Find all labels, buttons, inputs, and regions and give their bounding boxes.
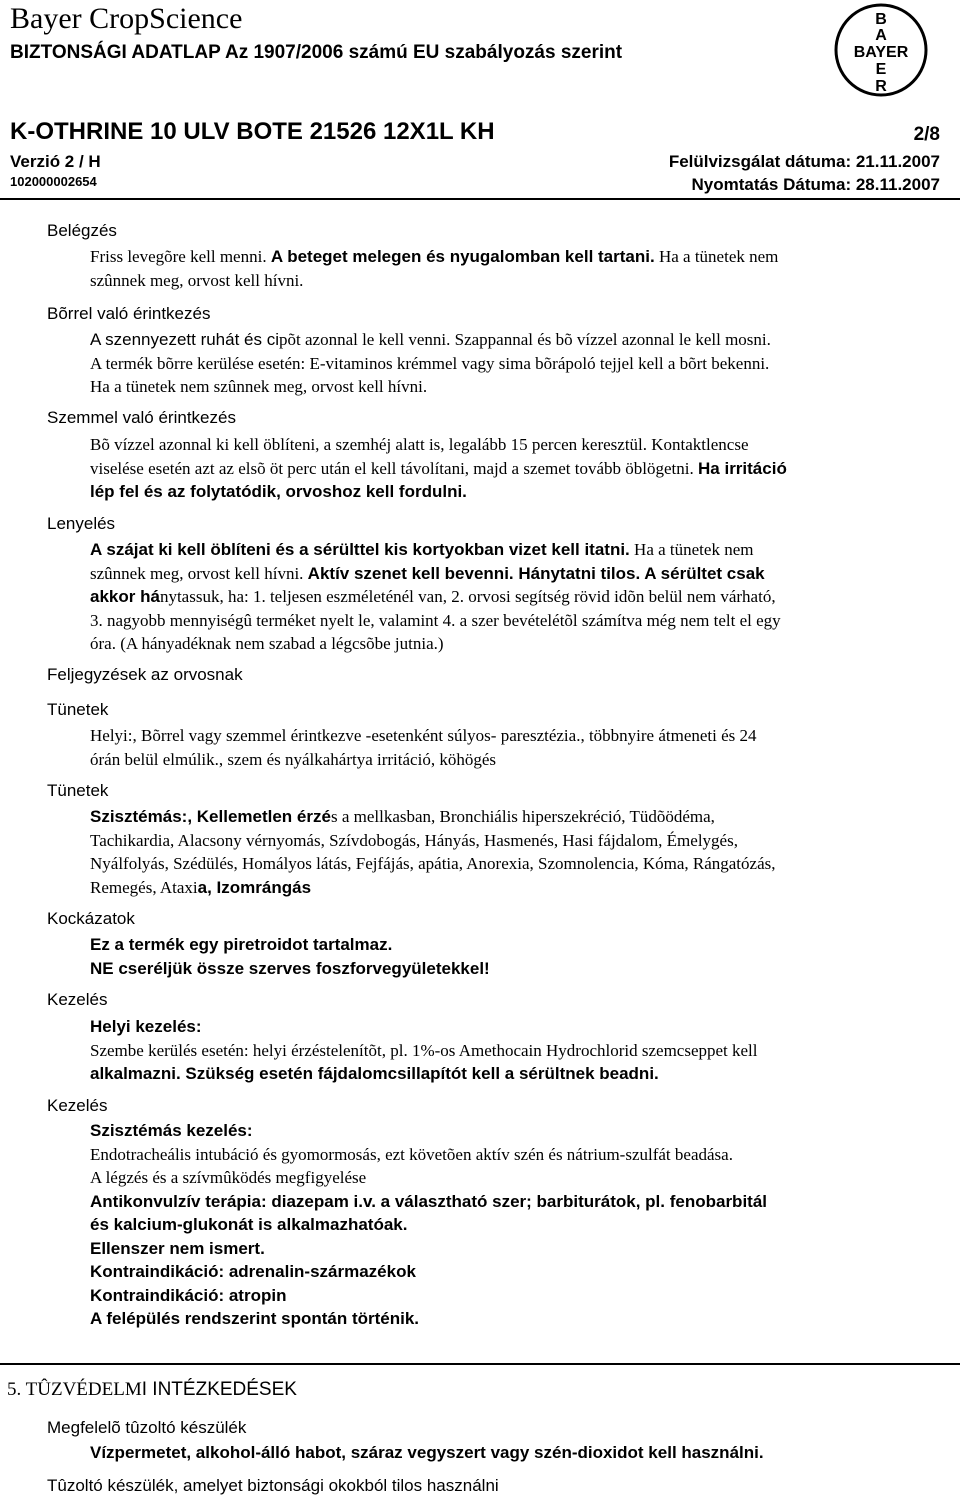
text: s a mellkasban, Bronchiális hiperszekréció, Tüdõödéma, (330, 807, 715, 826)
text: Tachikardia, Alacsony vérnyomás, Szívdobogás, Hányás, Hasmenés, Hasi fájdalom, Émelygés, (90, 830, 738, 850)
section-heading-symptoms-local: Tünetek (47, 700, 109, 719)
treatment-local-text (90, 1015, 950, 1086)
text: viselése esetén azt az elsõ öt perc után el kell távolítani, majd a szemet tovább öblögetni. (90, 458, 699, 478)
text-bold: alkalmazni. Szükség esetén fájdalomcsillapítót kell a sérültnek beadni. (90, 1064, 659, 1083)
text: szûnnek meg, orvost kell hívni. (90, 270, 304, 290)
skin-text (90, 328, 950, 399)
text-bold: a, Izomrángás (197, 877, 312, 897)
subheading-unsuitable-extinguisher: Tûzoltó készülék, amelyet biztonsági okokból tilos használni (47, 1476, 499, 1495)
text-bold: Kontraindikáció: atropin (90, 1285, 287, 1305)
text: órán belül elmúlik., szem és nyálkahártya irritáció, köhögés (90, 749, 496, 769)
text-bold: Vízpermetet, alkohol-álló habot, száraz vegyszert vagy szén-dioxidot kell használni. (90, 1443, 764, 1462)
product-code: 102000002654 (10, 174, 97, 189)
text: Ha a tünetek nem szûnnek meg, orvost kell hívni. (90, 377, 428, 396)
text: Friss levegõre kell menni. (90, 247, 271, 266)
text: Helyi:, Bõrrel vagy szemmel érintkezve -esetenként súlyos- paresztézia., többnyire átmeneti és 24 (90, 726, 757, 745)
text: Ha a tünetek nem (654, 247, 779, 266)
suitable-extinguisher-text (90, 1441, 950, 1465)
text-sans: A szennyezett ruhát és ci (90, 330, 279, 349)
symptoms-local-text (90, 724, 950, 771)
section-heading-inhalation: Belégzés (47, 221, 117, 240)
text: Remegés, Ataxi (90, 877, 198, 897)
treatment-systemic-text (90, 1119, 950, 1331)
text: szûnnek meg, orvost kell hívni. (90, 563, 308, 583)
section-heading-treatment-local: Kezelés (47, 990, 108, 1009)
text-bold: Antikonvulzív terápia: diazepam i.v. a választható szer; barbiturátok, pl. fenobarbitál (90, 1191, 768, 1211)
company-name: Bayer CropScience (10, 2, 243, 35)
text: Nyálfolyás, Szédülés, Homályos látás, Fejfájás, apátia, Anorexia, Szomnolencia, Kóma, Rángatózás, (90, 854, 776, 873)
text-bold: Aktív szenet kell bevenni. Hánytatni tilos. A sérültet csak (307, 563, 765, 583)
text: Endotracheális intubáció és gyomormosás, ezt követõen aktív szén és nátrium-szulfát beadása. (90, 1144, 733, 1164)
header-divider (0, 198, 960, 200)
document-title: BIZTONSÁGI ADATLAP Az 1907/2006 számú EU szabályozás szerint (10, 42, 623, 63)
text: Bõ vízzel azonnal ki kell öblíteni, a szemhéj alatt is, legalább 15 percen keresztül. Kontaktlencse (90, 435, 749, 454)
text-bold: akkor há (90, 587, 160, 606)
text: 5. TÛZVÉDELM (7, 1379, 142, 1400)
text: óra. (A hányadéknak nem szabad a légcsõbe jutnia.) (90, 634, 444, 653)
text-bold: lép fel és az folytatódik, orvoshoz kell fordulni. (90, 482, 467, 501)
section-heading-physician-notes: Feljegyzések az orvosnak (47, 665, 243, 684)
logo-letter-e: E (875, 61, 887, 78)
text: Ha a tünetek nem (629, 540, 754, 559)
text-bold: A felépülés rendszerint spontán történik. (90, 1309, 420, 1328)
section-divider (0, 1363, 960, 1365)
section-5-heading (7, 1379, 297, 1401)
bayer-cross-logo-icon (833, 2, 929, 98)
text-bold: Szisztémás:, Kellemetlen érzé (90, 807, 331, 826)
text: 3. nagyobb mennyiségû terméket nyelt le, valamint 4. a szer bevételétõl számítva még nem telt el egy (90, 610, 781, 630)
ingestion-text (90, 538, 950, 656)
section-heading-symptoms-systemic: Tünetek (47, 781, 109, 800)
page-number: 2/8 (913, 124, 940, 145)
text-bold: Ellenszer nem ismert. (90, 1238, 265, 1258)
inhalation-text (90, 245, 950, 292)
text: A légzés és a szívmûködés megfigyelése (90, 1168, 367, 1187)
print-date: Nyomtatás Dátuma: 28.11.2007 (691, 175, 940, 194)
text-bold: A szájat ki kell öblíteni és a sérülttel kis kortyokban vizet kell itatni. (90, 540, 630, 559)
risks-text (90, 933, 950, 980)
section-heading-treatment-systemic: Kezelés (47, 1096, 108, 1115)
text-bold: Ez a termék egy piretroidot tartalmaz. (90, 935, 393, 954)
text-bold: Ha irritáció (698, 458, 787, 478)
text-bold: Kontraindikáció: adrenalin-származékok (90, 1262, 416, 1281)
text-sans: I INTÉZKEDÉSEK (141, 1379, 297, 1400)
text: Szembe kerülés esetén: helyi érzéstelenítõt, pl. 1%-os Amethocain Hydrochlorid szemcseppet kell (90, 1040, 758, 1060)
logo-word-bayer: BAYER (853, 44, 909, 61)
product-name: K-OTHRINE 10 ULV BOTE 21526 12X1L KH (10, 118, 495, 145)
revision-date: Felülvizsgálat dátuma: 21.11.2007 (668, 152, 940, 171)
symptoms-systemic-text (90, 805, 950, 899)
section-heading-ingestion: Lenyelés (47, 514, 116, 533)
text-bold: Szisztémás kezelés: (90, 1121, 253, 1140)
version: Verzió 2 / H (10, 152, 101, 171)
logo-letter-a: A (875, 27, 887, 44)
logo-letter-r: R (875, 78, 887, 95)
text-bold: NE cseréljük össze szerves foszforvegyületekkel! (90, 958, 490, 978)
text-bold: A beteget melegen és nyugalomban kell tartani. (270, 247, 655, 266)
logo-letter-b-top: B (875, 11, 887, 28)
section-heading-risks: Kockázatok (47, 909, 135, 928)
text-bold: és kalcium-glukonát is alkalmazhatóak. (90, 1215, 408, 1234)
text: põt azonnal le kell venni. Szappannal és bõ vízzel azonnal le kell mosni. (279, 330, 771, 349)
text: A termék bõrre kerülése esetén: E-vitaminos krémmel vagy sima bõrápoló tejjel kell a bõrt bekenni. (90, 353, 770, 373)
eye-text (90, 433, 950, 504)
text-bold: Helyi kezelés: (90, 1017, 202, 1036)
section-heading-skin: Bõrrel való érintkezés (47, 304, 211, 323)
text: nytassuk, ha: 1. teljesen eszméleténél van, 2. orvosi segítség rövid idõn belül nem várható, (159, 587, 776, 606)
section-heading-eye: Szemmel való érintkezés (47, 408, 236, 427)
subheading-suitable-extinguisher: Megfelelõ tûzoltó készülék (47, 1418, 247, 1437)
